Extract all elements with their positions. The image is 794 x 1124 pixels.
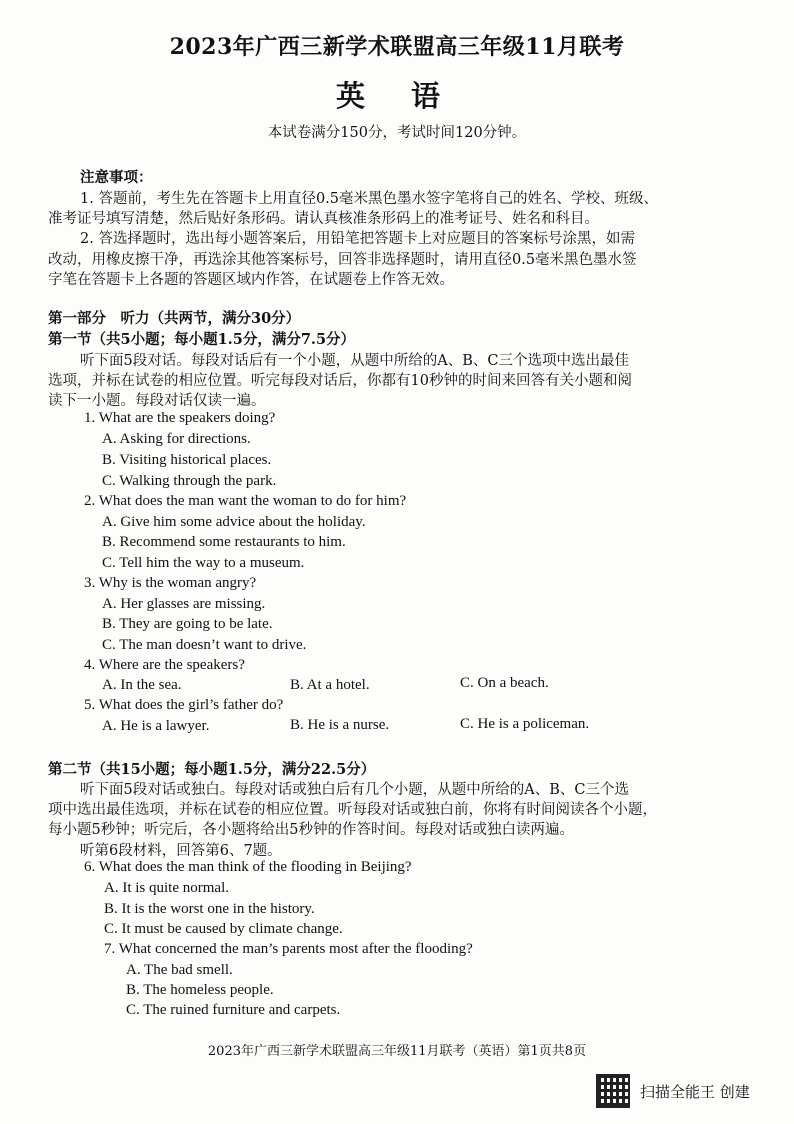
question-stem: 5. What does the girl’s father do? <box>84 697 284 713</box>
option-c: C. On a beach. <box>460 675 549 691</box>
option-a: A. The bad smell. <box>126 962 233 978</box>
section1-instruction: 读下一小题。每段对话仅读一遍。 <box>48 393 266 409</box>
qr-code-icon <box>596 1074 630 1108</box>
page-footer: 2023年广西三新学术联盟高三年级11月联考（英语）第1页共8页 <box>207 1044 587 1059</box>
section2-instruction: 项中选出最佳选项，并标在试卷的相应位置。听每段对话或独白前，你将有时间阅读各个小题， <box>48 802 657 818</box>
option-b: B. Visiting historical places. <box>102 452 272 468</box>
option-c: C. Walking through the park. <box>102 473 277 489</box>
section2-heading: 第二节（共15小题；每小题1.5分，满分22.5分） <box>48 761 376 778</box>
option-b: B. They are going to be late. <box>102 616 273 632</box>
notes-line: 字笔在答题卡上各题的答题区域内作答，在试题卷上作答无效。 <box>48 272 454 288</box>
notes-line: 改动，用橡皮擦干净，再选涂其他答案标号，回答非选择题时，请用直径0.5毫米黑色墨水签 <box>48 252 637 268</box>
scanner-label: 扫描全能王 创建 <box>640 1082 750 1101</box>
exam-title: 2023年广西三新学术联盟高三年级11月联考 <box>169 34 625 60</box>
notes-line: 2. 答选择题时，选出每小题答案后，用铅笔把答题卡上对应题目的答案标号涂黑，如需 <box>80 231 635 247</box>
option-b: B. The homeless people. <box>126 982 274 998</box>
option-a: A. He is a lawyer. <box>102 718 210 734</box>
question-stem: 6. What does the man think of the flooding in Beijing? <box>84 859 412 875</box>
notes-line: 准考证号填写清楚，然后贴好条形码。请认真核准条形码上的准考证号、姓名和科目。 <box>48 211 599 227</box>
option-b: B. It is the worst one in the history. <box>104 901 315 917</box>
option-a: A. In the sea. <box>102 677 182 693</box>
notes-line: 1. 答题前，考生先在答题卡上用直径0.5毫米黑色墨水签字笔将自己的姓名、学校、班级、 <box>80 191 658 207</box>
notes-heading: 注意事项： <box>80 169 153 186</box>
part1-heading: 第一部分 听力（共两节，满分30分） <box>48 310 301 327</box>
question-stem: 2. What does the man want the woman to do for him? <box>84 493 407 509</box>
option-b: B. At a hotel. <box>290 677 370 693</box>
question-stem: 1. What are the speakers doing? <box>84 410 276 426</box>
subject-title: 英 语 <box>335 79 459 113</box>
option-a: A. It is quite normal. <box>104 880 229 896</box>
option-c: C. It must be caused by climate change. <box>104 921 343 937</box>
section2-instruction: 每小题5秒钟；听完后，各小题将给出5秒钟的作答时间。每段对话或独白读两遍。 <box>48 822 574 838</box>
option-c: C. Tell him the way to a museum. <box>102 555 305 571</box>
option-b: B. He is a nurse. <box>290 717 390 733</box>
question-stem: 7. What concerned the man’s parents most after the flooding? <box>104 941 473 957</box>
question-stem: 3. Why is the woman angry? <box>84 575 257 591</box>
option-a: A. Give him some advice about the holiday. <box>102 514 366 530</box>
scanner-watermark <box>596 1074 750 1108</box>
option-b: B. Recommend some restaurants to him. <box>102 534 346 550</box>
option-c: C. He is a policeman. <box>460 716 590 732</box>
option-c: C. The ruined furniture and carpets. <box>126 1002 341 1018</box>
section1-heading: 第一节（共5小题；每小题1.5分，满分7.5分） <box>48 331 356 348</box>
option-a: A. Her glasses are missing. <box>102 596 266 612</box>
material-note: 听第6段材料，回答第6、7题。 <box>80 843 282 859</box>
option-c: C. The man doesn’t want to drive. <box>102 637 307 653</box>
section2-instruction: 听下面5段对话或独白。每段对话或独白后有几个小题，从题中所给的A、B、C三个选 <box>80 782 629 798</box>
section1-instruction: 选项，并标在试卷的相应位置。听完每段对话后，你都有10秒钟的时间来回答有关小题和阅 <box>48 373 632 389</box>
section1-instruction: 听下面5段对话。每段对话后有一个小题，从题中所给的A、B、C三个选项中选出最佳 <box>80 353 629 369</box>
question-stem: 4. Where are the speakers? <box>84 657 245 673</box>
option-a: A. Asking for directions. <box>102 431 251 447</box>
exam-info: 本试卷满分150分，考试时间120分钟。 <box>267 125 527 141</box>
